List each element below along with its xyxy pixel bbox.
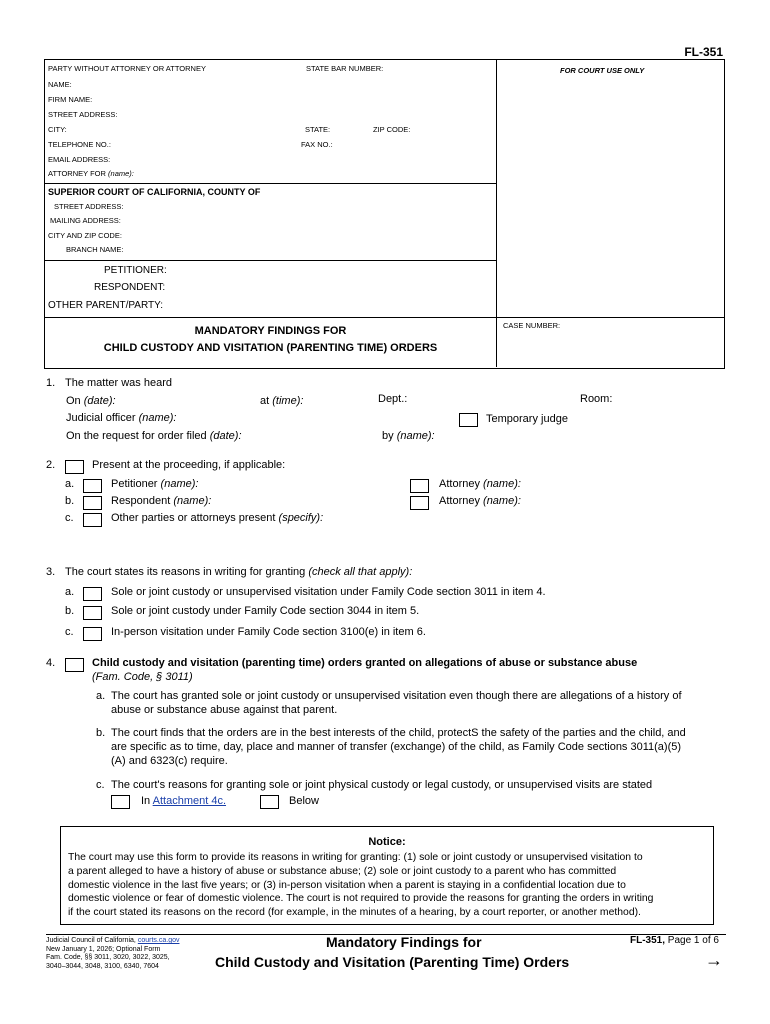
item4c-below-checkbox[interactable] xyxy=(260,795,279,809)
item2c-other-checkbox[interactable] xyxy=(83,513,102,527)
item4-number: 4. xyxy=(46,657,56,669)
item1-judicial-text: Judicial officer xyxy=(66,412,136,424)
footer-form-id: FL-351, xyxy=(630,935,666,946)
court-title: SUPERIOR COURT OF CALIFORNIA, COUNTY OF xyxy=(48,187,261,197)
attorney-for-text: ATTORNEY FOR xyxy=(48,169,106,178)
footer-title1: Mandatory Findings for xyxy=(326,934,482,950)
item1-judicial-officer xyxy=(66,412,176,424)
item1-dept: Dept.: xyxy=(378,393,408,405)
notice-line-5: if the court stated its reasons on the record (for example, in the minutes of a hearing, by a court reporter, or another method). xyxy=(68,907,641,919)
item3-heading xyxy=(65,566,412,578)
item2-attorney1-text: Attorney xyxy=(439,478,480,490)
item2-attorney1 xyxy=(439,478,521,490)
attorney-for-label xyxy=(48,169,134,178)
item4b-line1: The court finds that the orders are in the best interests of the child, protectS the safety of the parties and the child, and xyxy=(111,727,686,739)
item3b-letter: b. xyxy=(65,605,75,617)
item2-number: 2. xyxy=(46,459,56,471)
item4c-attachment-checkbox[interactable] xyxy=(111,795,130,809)
item4c-below-label: Below xyxy=(289,795,319,807)
item3c-text: In-person visitation under Family Code section 3100(e) in item 6. xyxy=(111,626,426,638)
court-branch-label: BRANCH NAME: xyxy=(66,245,124,254)
item1-at-time xyxy=(260,395,303,407)
item2b-respondent-checkbox[interactable] xyxy=(83,496,102,510)
item4c-in-attachment xyxy=(141,795,226,807)
attorney-for-name-text: (name): xyxy=(108,169,134,178)
item3b-text: Sole or joint custody under Family Code section 3044 in item 5. xyxy=(111,605,420,617)
footer-council-link[interactable]: courts.ca.gov xyxy=(137,937,180,944)
item4a-line1: The court has granted sole or joint custody or unsupervised visitation even though there are allegations of a history of xyxy=(111,690,682,702)
item2-attorney2-name-text: (name): xyxy=(483,495,521,507)
court-street-label: STREET ADDRESS: xyxy=(54,202,124,211)
name-label: NAME: xyxy=(48,80,72,89)
form-title-line2: CHILD CUSTODY AND VISITATION (PARENTING TIME) ORDERS xyxy=(103,342,438,354)
party-without-attorney-label: PARTY WITHOUT ATTORNEY OR ATTORNEY xyxy=(48,64,206,73)
temporary-judge-checkbox[interactable] xyxy=(459,413,478,427)
item1-heading: The matter was heard xyxy=(65,377,172,389)
footer-fam2: 3040–3044, 3048, 3100, 6340, 7604 xyxy=(46,962,159,970)
item3b-checkbox[interactable] xyxy=(83,606,102,620)
item4c-line1: The court's reasons for granting sole or joint physical custody or legal custody, or unsupervised visits are stated xyxy=(111,779,653,791)
temporary-judge-label: Temporary judge xyxy=(486,413,568,425)
petitioner-label: PETITIONER: xyxy=(104,265,167,276)
fax-label: FAX NO.: xyxy=(301,140,333,149)
notice-line-1: The court may use this form to provide its reasons in writing for granting: (1) sole or joint custody or unsupervised visitation to xyxy=(68,852,643,863)
court-city-zip-label: CITY AND ZIP CODE: xyxy=(48,231,122,240)
item1-room: Room: xyxy=(580,393,613,405)
item2c-other-specify-text: (specify): xyxy=(278,512,324,524)
item4b-line3: (A) and 6323(c) require. xyxy=(111,755,228,767)
item1-request-text: On the request for order filed xyxy=(66,430,207,442)
item4-checkbox[interactable] xyxy=(65,658,84,672)
item3a-checkbox[interactable] xyxy=(83,587,102,601)
item1-request-date-text: (date): xyxy=(209,430,242,442)
next-page-arrow-icon[interactable]: → xyxy=(705,950,723,970)
item3-heading-italic: (check all that apply): xyxy=(308,566,413,578)
item2c-letter: c. xyxy=(65,512,74,524)
item2a-petitioner-text: Petitioner xyxy=(111,478,158,490)
item2-heading: Present at the proceeding, if applicable: xyxy=(92,459,286,471)
notice-line-3: domestic violence in the last five years; or (3) in-person visitation when a parent is staying in a confidential location due to xyxy=(68,879,626,891)
item4c-letter: c. xyxy=(96,779,105,791)
item3c-letter: c. xyxy=(65,626,74,638)
footer-council: Judicial Council of California, xyxy=(46,937,136,944)
footer-fam1: Fam. Code, §§ 3011, 3020, 3022, 3025, xyxy=(46,954,170,962)
state-bar-number-label: STATE BAR NUMBER: xyxy=(306,64,384,73)
item4-cite: (Fam. Code, § 3011) xyxy=(92,671,193,683)
item2-attorney1-checkbox[interactable] xyxy=(410,479,429,493)
city-label: CITY: xyxy=(48,125,67,134)
item2a-petitioner xyxy=(111,478,198,490)
zip-label: ZIP CODE: xyxy=(373,125,411,134)
item2c-other-text: Other parties or attorneys present xyxy=(111,512,276,524)
footer-citation xyxy=(46,937,179,971)
item1-on-text: On xyxy=(66,395,81,407)
item2c-other xyxy=(111,512,323,524)
firm-name-label: FIRM NAME: xyxy=(48,95,93,104)
footer-new: New January 1, 2026; Optional Form xyxy=(46,945,161,953)
item2b-respondent xyxy=(111,495,211,507)
notice-body xyxy=(68,851,653,920)
item1-number: 1. xyxy=(46,377,56,389)
street-address-label: STREET ADDRESS: xyxy=(48,110,118,119)
item3-heading-text: The court states its reasons in writing for granting xyxy=(65,566,306,578)
item1-on-date-text: (date): xyxy=(83,395,116,407)
item2b-respondent-text: Respondent xyxy=(111,495,171,507)
case-number-label: CASE NUMBER: xyxy=(503,321,561,330)
notice-title: Notice: xyxy=(368,836,406,848)
notice-line-4: domestic violence or fear of domestic violence. The court is not required to provide the reasons for granting the orders in writing xyxy=(68,893,654,905)
form-id: FL-351 xyxy=(684,45,723,59)
item1-judicial-name-text: (name): xyxy=(138,412,177,424)
item2a-petitioner-name-text: (name): xyxy=(160,478,199,490)
court-mailing-label: MAILING ADDRESS: xyxy=(50,216,121,225)
item2a-petitioner-checkbox[interactable] xyxy=(83,479,102,493)
item4b-line2: are specific as to time, day, place and manner of transfer (exchange) of the child, as Family Code sections 3011(a)(5) xyxy=(111,741,682,753)
telephone-label: TELEPHONE NO.: xyxy=(48,140,111,149)
item1-by-name-text: (name): xyxy=(396,430,435,442)
item2a-letter: a. xyxy=(65,478,75,490)
caption-box xyxy=(44,59,725,369)
footer-page-number: Page 1 of 6 xyxy=(667,935,719,946)
item2b-letter: b. xyxy=(65,495,75,507)
footer-title2: Child Custody and Visitation (Parenting Time) Orders xyxy=(215,954,570,970)
item4c-in-text: In xyxy=(141,795,151,807)
item1-by xyxy=(382,430,435,442)
item1-request xyxy=(66,430,242,442)
attachment-4c-link[interactable]: Attachment 4c. xyxy=(152,795,227,807)
item1-on-date xyxy=(66,395,116,407)
item3-number: 3. xyxy=(46,566,56,578)
state-label: STATE: xyxy=(305,125,331,134)
item3a-letter: a. xyxy=(65,586,75,598)
item2-attorney1-name-text: (name): xyxy=(483,478,521,490)
item1-at-time-text: (time): xyxy=(272,395,304,407)
item2-attorney2-checkbox[interactable] xyxy=(410,496,429,510)
form-title-line1: MANDATORY FINDINGS FOR xyxy=(194,325,347,337)
item4b-letter: b. xyxy=(96,727,106,739)
item3a-text: Sole or joint custody or unsupervised visitation under Family Code section 3011 in item 4. xyxy=(111,586,546,598)
other-parent-label: OTHER PARENT/PARTY: xyxy=(48,300,164,311)
item4a-line2: abuse or substance abuse against that parent. xyxy=(111,704,338,716)
item2-attorney2-text: Attorney xyxy=(439,495,480,507)
item2-attorney2 xyxy=(439,495,521,507)
respondent-label: RESPONDENT: xyxy=(94,282,166,293)
item1-at-text: at xyxy=(260,395,270,407)
item2-checkbox[interactable] xyxy=(65,460,84,474)
court-use-label: FOR COURT USE ONLY xyxy=(560,66,645,75)
item4a-letter: a. xyxy=(96,690,106,702)
item1-by-text: by xyxy=(382,430,394,442)
item3c-checkbox[interactable] xyxy=(83,627,102,641)
email-label: EMAIL ADDRESS: xyxy=(48,155,111,164)
item2b-respondent-name-text: (name): xyxy=(173,495,212,507)
item4-heading: Child custody and visitation (parenting time) orders granted on allegations of abuse or substance abuse xyxy=(92,657,638,669)
footer-page xyxy=(630,935,719,946)
notice-line-2: a parent alleged to have a history of abuse or substance abuse; (2) sole or joint custody to a parent who has committed xyxy=(68,865,617,877)
